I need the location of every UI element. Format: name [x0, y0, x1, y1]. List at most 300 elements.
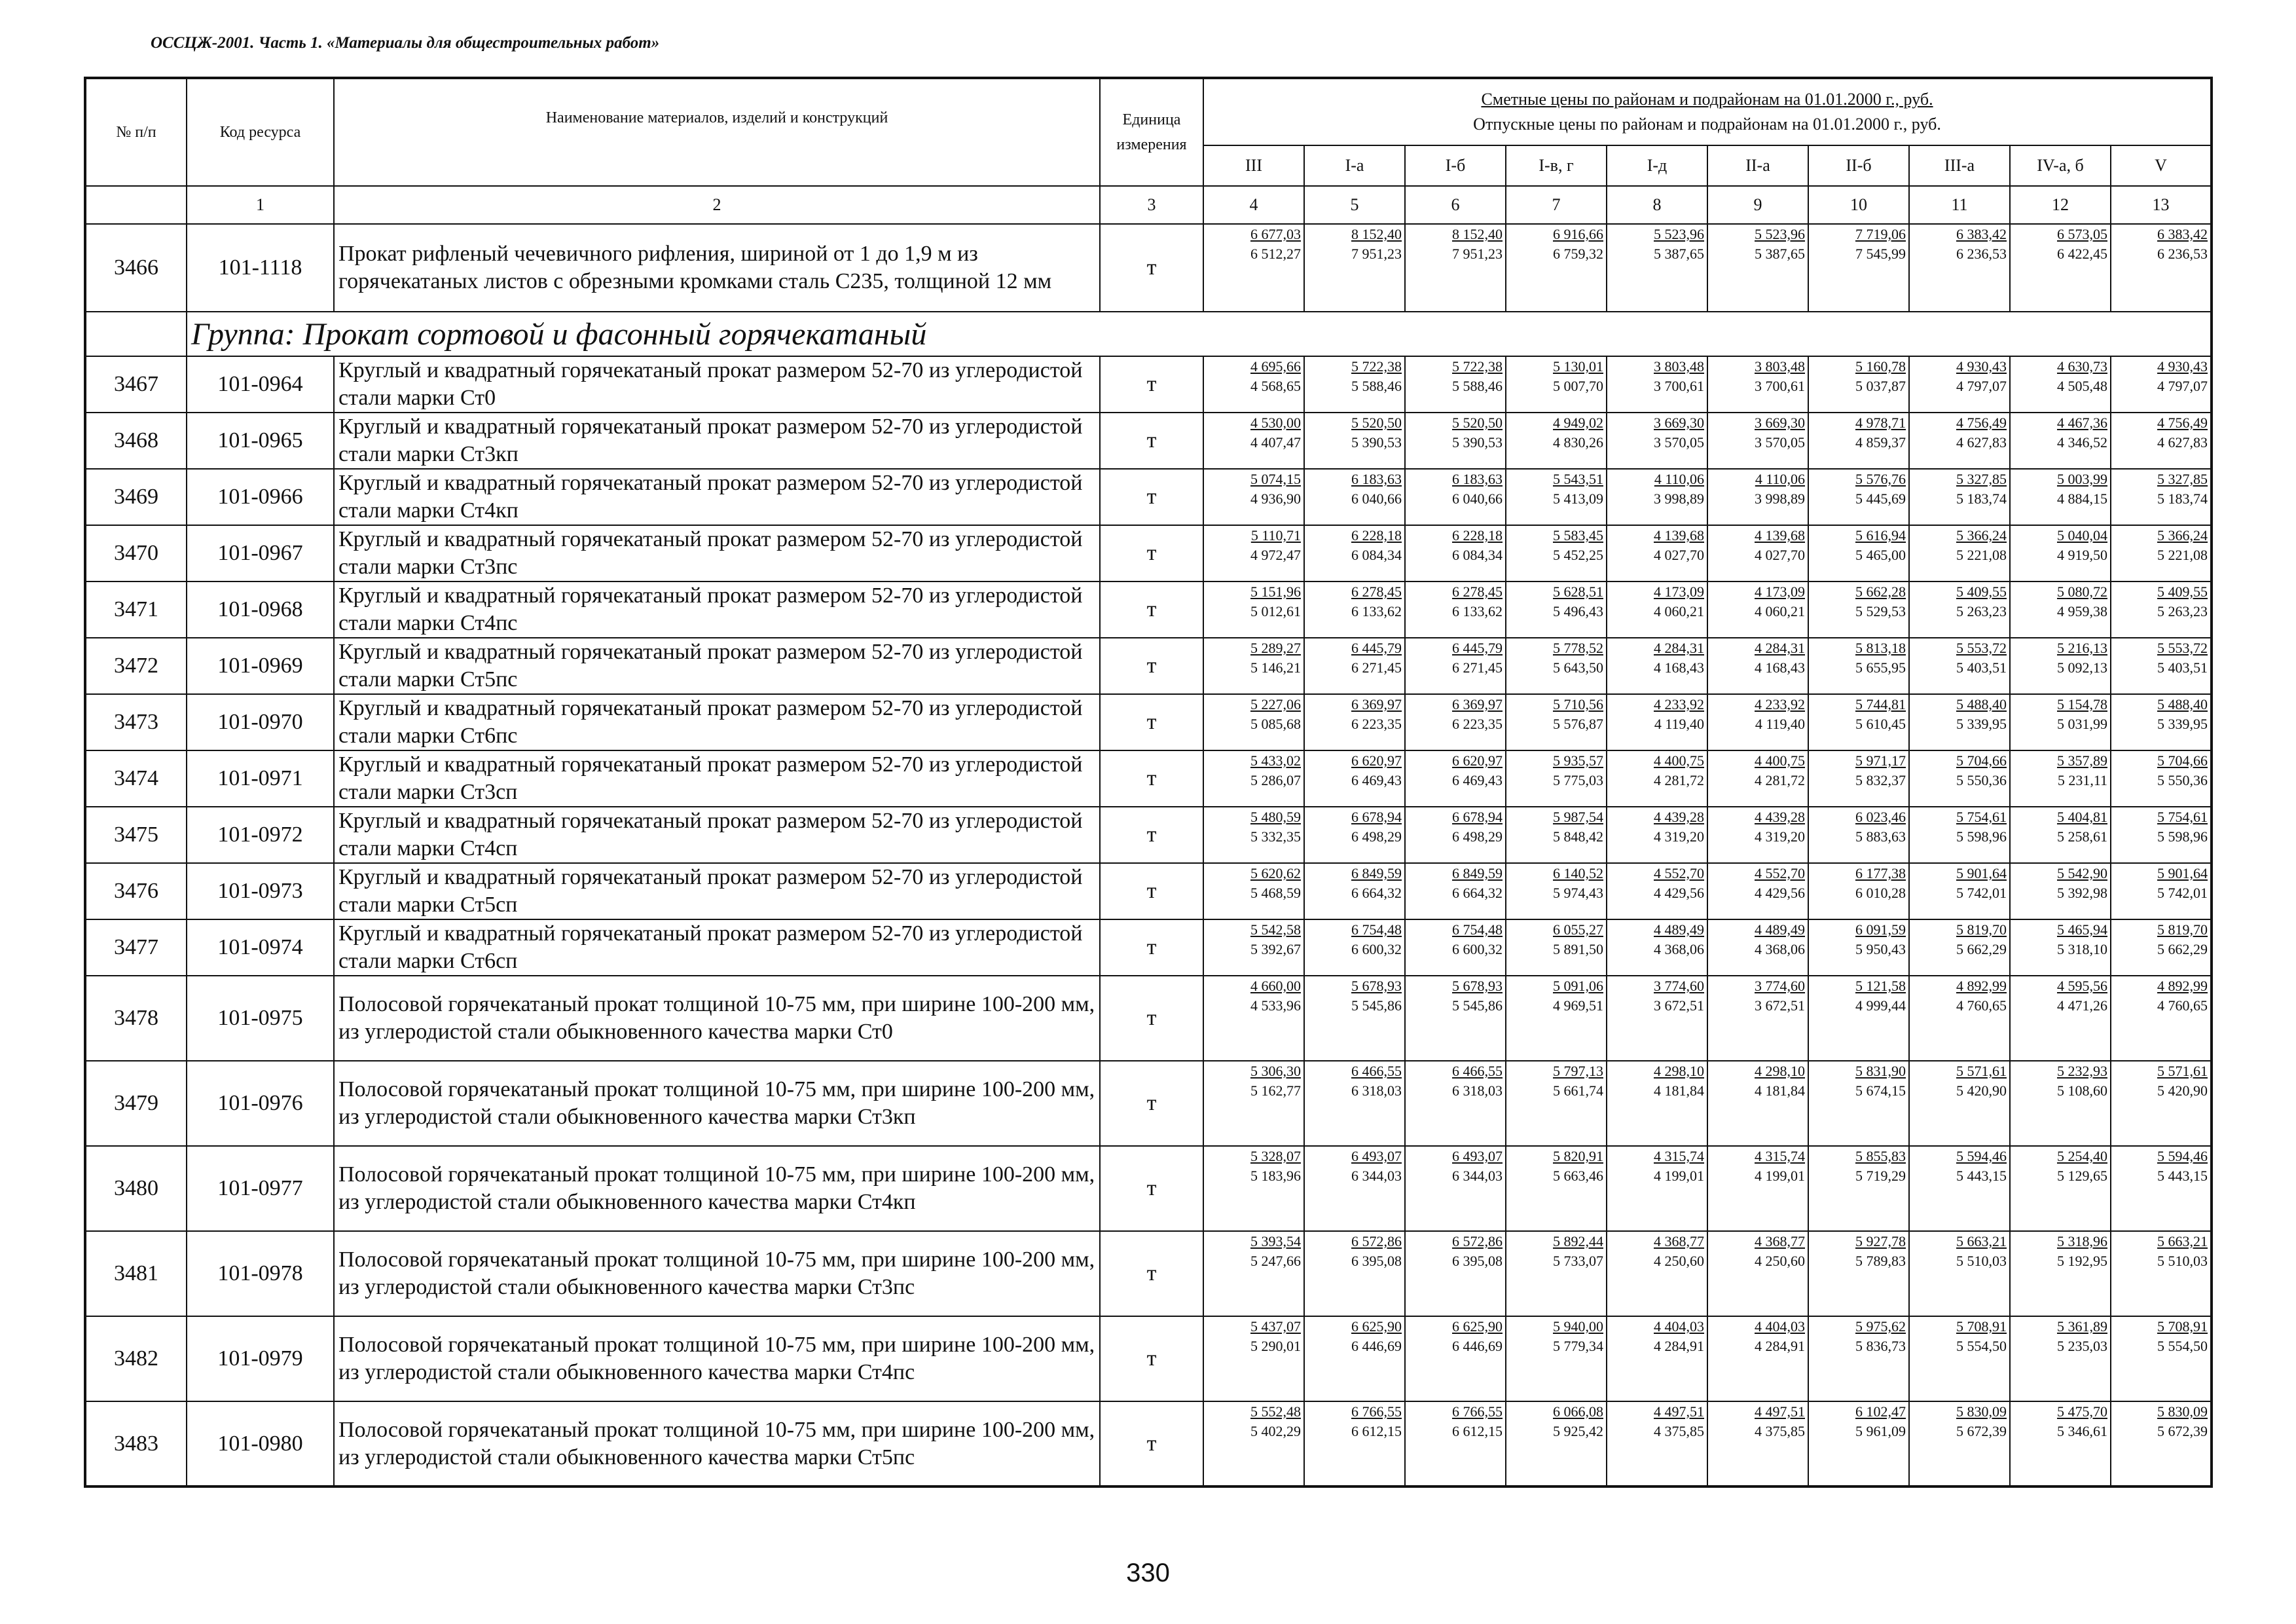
estimated-price: 6 183,63	[1452, 471, 1503, 487]
estimated-price: 4 892,99	[2157, 978, 2208, 994]
table-row	[85, 224, 2212, 312]
price-cell	[1909, 807, 2010, 863]
unit-of-measure: т	[1100, 224, 1203, 312]
price-cell	[1808, 976, 1909, 1061]
selling-price: 5 742,01	[1956, 885, 2007, 901]
resource-code: 101-0978	[187, 1231, 334, 1316]
estimated-price: 4 298,10	[1654, 1063, 1704, 1079]
selling-price: 4 119,40	[1755, 716, 1805, 732]
estimated-price: 5 409,55	[1956, 583, 2007, 600]
selling-price: 5 742,01	[2157, 885, 2208, 901]
price-table	[84, 77, 2213, 1488]
estimated-price: 6 369,97	[1452, 696, 1503, 712]
estimated-price: 5 130,01	[1553, 358, 1603, 375]
estimated-price: 5 594,46	[2157, 1148, 2208, 1164]
row-number: 3481	[85, 1231, 187, 1316]
selling-price: 6 318,03	[1351, 1082, 1402, 1099]
estimated-price: 4 930,43	[2157, 358, 2208, 375]
price-cell	[1808, 224, 1909, 312]
table-row	[85, 863, 2212, 919]
region-header: I-б	[1405, 145, 1506, 186]
material-name: Полосовой горячекатаный прокат толщиной 10-75 мм, при ширине 100-200 мм, из углеродистой стали обыкновенного качества марки Ст4пс	[334, 1316, 1100, 1401]
selling-price: 6 344,03	[1351, 1168, 1402, 1184]
selling-price: 4 505,48	[2057, 378, 2107, 394]
price-cell	[2010, 1146, 2111, 1231]
price-cell	[1607, 1401, 1707, 1486]
estimated-price: 6 572,86	[1452, 1233, 1503, 1249]
estimated-price: 5 830,09	[2157, 1403, 2208, 1420]
selling-price: 5 789,83	[1855, 1253, 1906, 1269]
estimated-price: 5 475,70	[2057, 1403, 2107, 1420]
price-cell	[2111, 525, 2212, 581]
table-row	[85, 919, 2212, 976]
unit-of-measure: т	[1100, 1061, 1203, 1146]
selling-price: 6 664,32	[1452, 885, 1503, 901]
price-cell	[1405, 807, 1506, 863]
estimated-price: 6 849,59	[1452, 865, 1503, 881]
estimated-price: 5 404,81	[2057, 809, 2107, 825]
resource-code: 101-0964	[187, 356, 334, 413]
estimated-price: 4 368,77	[1755, 1233, 1805, 1249]
selling-price: 5 403,51	[1956, 659, 2007, 676]
price-cell	[1506, 807, 1607, 863]
price-cell	[1405, 356, 1506, 413]
price-cell	[2010, 1316, 2111, 1401]
selling-price: 4 375,85	[1654, 1423, 1704, 1439]
estimated-price: 5 216,13	[2057, 640, 2107, 656]
selling-price: 4 181,84	[1654, 1082, 1704, 1099]
price-cell	[1506, 638, 1607, 694]
price-cell	[1304, 1061, 1405, 1146]
column-number: 4	[1203, 186, 1304, 224]
estimated-price: 4 400,75	[1654, 752, 1704, 769]
price-cell	[1909, 356, 2010, 413]
selling-price: 3 570,05	[1755, 434, 1805, 451]
selling-price: 5 183,96	[1250, 1168, 1301, 1184]
estimated-price: 5 722,38	[1351, 358, 1402, 375]
group-title: Группа: Прокат сортовой и фасонный горячекатаный	[187, 312, 2212, 356]
row-number: 3480	[85, 1146, 187, 1231]
price-cell	[1506, 581, 1607, 638]
price-cell	[1304, 750, 1405, 807]
selling-price: 5 318,10	[2057, 941, 2107, 957]
estimated-price: 5 366,24	[1956, 527, 2007, 544]
selling-price: 6 318,03	[1452, 1082, 1503, 1099]
estimated-price: 4 497,51	[1654, 1403, 1704, 1420]
price-cell	[1707, 1146, 1808, 1231]
resource-code: 101-0970	[187, 694, 334, 750]
group-row-empty	[85, 312, 187, 356]
selling-price: 5 392,67	[1250, 941, 1301, 957]
table-row	[85, 976, 2212, 1061]
selling-price: 5 672,39	[2157, 1423, 2208, 1439]
unit-of-measure: т	[1100, 581, 1203, 638]
unit-of-measure: т	[1100, 976, 1203, 1061]
selling-price: 6 040,66	[1452, 490, 1503, 507]
selling-price: 5 286,07	[1250, 772, 1301, 788]
selling-price: 5 588,46	[1351, 378, 1402, 394]
row-number: 3478	[85, 976, 187, 1061]
estimated-price: 5 327,85	[1956, 471, 2007, 487]
selling-price: 6 612,15	[1452, 1423, 1503, 1439]
selling-price: 4 429,56	[1654, 885, 1704, 901]
price-cell	[1304, 356, 1405, 413]
resource-code: 101-0977	[187, 1146, 334, 1231]
price-cell	[1203, 1146, 1304, 1231]
selling-price: 7 951,23	[1452, 246, 1503, 262]
price-cell	[1607, 807, 1707, 863]
price-cell	[1405, 413, 1506, 469]
price-cell	[1909, 976, 2010, 1061]
selling-price: 5 221,08	[2157, 547, 2208, 563]
price-cell	[1203, 1401, 1304, 1486]
selling-price: 5 247,66	[1250, 1253, 1301, 1269]
selling-price: 5 610,45	[1855, 716, 1906, 732]
selling-price: 4 760,65	[2157, 997, 2208, 1014]
unit-of-measure: т	[1100, 469, 1203, 525]
price-cell	[1506, 1401, 1607, 1486]
estimated-price: 5 437,07	[1250, 1318, 1301, 1335]
selling-price: 4 368,06	[1654, 941, 1704, 957]
price-cell	[1304, 224, 1405, 312]
price-cell	[1808, 750, 1909, 807]
estimated-price: 4 489,49	[1755, 921, 1805, 938]
estimated-price: 6 754,48	[1452, 921, 1503, 938]
price-cell	[1808, 356, 1909, 413]
selling-price: 5 129,65	[2057, 1168, 2107, 1184]
price-cell	[1909, 1061, 2010, 1146]
price-cell	[2010, 750, 2111, 807]
estimated-price: 5 594,46	[1956, 1148, 2007, 1164]
selling-price: 4 429,56	[1755, 885, 1805, 901]
price-cell	[1506, 224, 1607, 312]
selling-price: 7 951,23	[1351, 246, 1402, 262]
column-number: 2	[334, 186, 1100, 224]
row-number: 3472	[85, 638, 187, 694]
price-cell	[1808, 1061, 1909, 1146]
price-cell	[1304, 919, 1405, 976]
price-cell	[1808, 1316, 1909, 1401]
estimated-price: 3 774,60	[1654, 978, 1704, 994]
selling-price: 7 545,99	[1855, 246, 1906, 262]
price-cell	[1304, 469, 1405, 525]
price-cell	[1203, 1316, 1304, 1401]
selling-price: 5 588,46	[1452, 378, 1503, 394]
estimated-price: 6 278,45	[1351, 583, 1402, 600]
column-number: 13	[2111, 186, 2212, 224]
price-cell	[1405, 976, 1506, 1061]
price-cell	[1506, 413, 1607, 469]
price-cell	[1808, 469, 1909, 525]
estimated-price: 5 289,27	[1250, 640, 1301, 656]
column-number: 3	[1100, 186, 1203, 224]
price-cell	[1909, 750, 2010, 807]
selling-price: 5 413,09	[1553, 490, 1603, 507]
price-cell	[1304, 694, 1405, 750]
estimated-price: 5 901,64	[1956, 865, 2007, 881]
price-cell	[1203, 356, 1304, 413]
price-cell	[2010, 525, 2111, 581]
resource-code: 101-1118	[187, 224, 334, 312]
selling-price: 6 223,35	[1452, 716, 1503, 732]
price-cell	[2111, 1146, 2212, 1231]
estimated-price: 6 369,97	[1351, 696, 1402, 712]
col-header-prices	[1203, 78, 2212, 145]
selling-price: 5 883,63	[1855, 828, 1906, 845]
price-cell	[2010, 863, 2111, 919]
estimated-price: 5 480,59	[1250, 809, 1301, 825]
price-cell	[1909, 638, 2010, 694]
price-cell	[1909, 469, 2010, 525]
price-cell	[2010, 1401, 2111, 1486]
selling-price: 5 496,43	[1553, 603, 1603, 619]
row-number: 3475	[85, 807, 187, 863]
estimated-price: 5 327,85	[2157, 471, 2208, 487]
unit-of-measure: т	[1100, 863, 1203, 919]
estimated-price: 5 708,91	[1956, 1318, 2007, 1335]
price-cell	[1304, 807, 1405, 863]
price-cell	[1607, 1061, 1707, 1146]
selling-price: 6 010,28	[1855, 885, 1906, 901]
unit-of-measure: т	[1100, 919, 1203, 976]
estimated-price: 4 173,09	[1755, 583, 1805, 600]
selling-price: 6 498,29	[1452, 828, 1503, 845]
estimated-price: 3 803,48	[1755, 358, 1805, 375]
selling-price: 5 221,08	[1956, 547, 2007, 563]
estimated-price: 3 669,30	[1755, 415, 1805, 431]
estimated-price: 4 284,31	[1654, 640, 1704, 656]
selling-price: 5 392,98	[2057, 885, 2107, 901]
price-cell	[2010, 1061, 2111, 1146]
estimated-price: 6 678,94	[1351, 809, 1402, 825]
unit-of-measure: т	[1100, 694, 1203, 750]
estimated-price: 6 383,42	[1956, 226, 2007, 242]
price-cell	[1808, 1146, 1909, 1231]
row-number: 3473	[85, 694, 187, 750]
selling-price: 5 719,29	[1855, 1168, 1906, 1184]
selling-price: 5 445,69	[1855, 490, 1906, 507]
selling-price: 3 998,89	[1654, 490, 1704, 507]
price-cell	[1304, 413, 1405, 469]
column-number-empty	[85, 186, 187, 224]
estimated-price: 5 543,51	[1553, 471, 1603, 487]
price-cell	[1304, 1401, 1405, 1486]
estimated-price: 5 901,64	[2157, 865, 2208, 881]
price-cell	[1707, 1231, 1808, 1316]
estimated-price: 6 383,42	[2157, 226, 2208, 242]
estimated-price: 5 855,83	[1855, 1148, 1906, 1164]
table-row	[85, 581, 2212, 638]
price-cell	[1607, 469, 1707, 525]
prices-title-selling: Отпускные цены по районам и подрайонам на 01.01.2000 г., руб.	[1473, 115, 1941, 134]
price-cell	[2111, 356, 2212, 413]
selling-price: 5 598,96	[2157, 828, 2208, 845]
column-number: 11	[1909, 186, 2010, 224]
price-cell	[1607, 581, 1707, 638]
estimated-price: 5 523,96	[1654, 226, 1704, 242]
price-cell	[1405, 581, 1506, 638]
column-number: 8	[1607, 186, 1707, 224]
estimated-price: 4 173,09	[1654, 583, 1704, 600]
price-cell	[1304, 581, 1405, 638]
row-number: 3483	[85, 1401, 187, 1486]
selling-price: 6 395,08	[1351, 1253, 1402, 1269]
estimated-price: 5 227,06	[1250, 696, 1301, 712]
estimated-price: 6 278,45	[1452, 583, 1503, 600]
selling-price: 5 443,15	[1956, 1168, 2007, 1184]
row-number: 3477	[85, 919, 187, 976]
selling-price: 6 759,32	[1553, 246, 1603, 262]
price-cell	[1607, 863, 1707, 919]
selling-price: 4 533,96	[1250, 997, 1301, 1014]
col-header-name: Наименование материалов, изделий и конструкций	[334, 78, 1100, 186]
estimated-price: 6 620,97	[1452, 752, 1503, 769]
price-cell	[2111, 1401, 2212, 1486]
estimated-price: 4 497,51	[1755, 1403, 1805, 1420]
estimated-price: 4 315,74	[1755, 1148, 1805, 1164]
table-row	[85, 750, 2212, 807]
selling-price: 5 576,87	[1553, 716, 1603, 732]
estimated-price: 5 553,72	[2157, 640, 2208, 656]
price-cell	[1506, 525, 1607, 581]
price-cell	[1506, 1146, 1607, 1231]
resource-code: 101-0975	[187, 976, 334, 1061]
selling-price: 6 446,69	[1452, 1338, 1503, 1354]
region-header: III	[1203, 145, 1304, 186]
estimated-price: 6 466,55	[1351, 1063, 1402, 1079]
price-cell	[1506, 469, 1607, 525]
price-cell	[1506, 919, 1607, 976]
price-cell	[1909, 919, 2010, 976]
price-cell	[1808, 525, 1909, 581]
estimated-price: 5 616,94	[1855, 527, 1906, 544]
selling-price: 6 223,35	[1351, 716, 1402, 732]
unit-of-measure: т	[1100, 638, 1203, 694]
price-cell	[1506, 1231, 1607, 1316]
price-cell	[1405, 525, 1506, 581]
selling-price: 4 281,72	[1654, 772, 1704, 788]
selling-price: 6 133,62	[1452, 603, 1503, 619]
selling-price: 5 332,35	[1250, 828, 1301, 845]
selling-price: 4 936,90	[1250, 490, 1301, 507]
estimated-price: 4 489,49	[1654, 921, 1704, 938]
price-cell	[1405, 1401, 1506, 1486]
selling-price: 6 469,43	[1351, 772, 1402, 788]
estimated-price: 4 552,70	[1755, 865, 1805, 881]
selling-price: 5 390,53	[1452, 434, 1503, 451]
selling-price: 5 554,50	[1956, 1338, 2007, 1354]
page-number: 330	[1126, 1559, 1170, 1587]
selling-price: 5 339,95	[2157, 716, 2208, 732]
price-cell	[2111, 1231, 2212, 1316]
price-cell	[1607, 694, 1707, 750]
material-name: Круглый и квадратный горячекатаный прокат размером 52-70 из углеродистой стали марки Ст4пс	[334, 581, 1100, 638]
column-number: 12	[2010, 186, 2111, 224]
estimated-price: 5 663,21	[2157, 1233, 2208, 1249]
price-cell	[1607, 356, 1707, 413]
selling-price: 4 969,51	[1553, 997, 1603, 1014]
estimated-price: 5 488,40	[2157, 696, 2208, 712]
estimated-price: 4 315,74	[1654, 1148, 1704, 1164]
selling-price: 5 545,86	[1351, 997, 1402, 1014]
estimated-price: 5 110,71	[1250, 527, 1301, 544]
selling-price: 6 600,32	[1452, 941, 1503, 957]
selling-price: 4 250,60	[1654, 1253, 1704, 1269]
region-header: I-в, г	[1506, 145, 1607, 186]
row-number: 3482	[85, 1316, 187, 1401]
selling-price: 6 395,08	[1452, 1253, 1503, 1269]
selling-price: 5 661,74	[1553, 1082, 1603, 1099]
table-row	[85, 356, 2212, 413]
selling-price: 5 037,87	[1855, 378, 1906, 394]
selling-price: 6 271,45	[1351, 659, 1402, 676]
estimated-price: 6 916,66	[1553, 226, 1603, 242]
estimated-price: 5 151,96	[1250, 583, 1301, 600]
row-number: 3468	[85, 413, 187, 469]
price-cell	[1607, 1316, 1707, 1401]
estimated-price: 3 774,60	[1755, 978, 1805, 994]
selling-price: 5 403,51	[2157, 659, 2208, 676]
region-header: II-а	[1707, 145, 1808, 186]
price-cell	[1808, 919, 1909, 976]
selling-price: 6 133,62	[1351, 603, 1402, 619]
selling-price: 4 284,91	[1755, 1338, 1805, 1354]
estimated-price: 6 573,05	[2057, 226, 2107, 242]
material-name: Полосовой горячекатаный прокат толщиной 10-75 мм, при ширине 100-200 мм, из углеродистой стали обыкновенного качества марки Ст0	[334, 976, 1100, 1061]
price-cell	[2010, 694, 2111, 750]
price-cell	[2111, 750, 2212, 807]
selling-price: 4 319,20	[1654, 828, 1704, 845]
material-name: Круглый и квадратный горячекатаный прокат размером 52-70 из углеродистой стали марки Ст6сп	[334, 919, 1100, 976]
selling-price: 3 700,61	[1654, 378, 1704, 394]
estimated-price: 5 710,56	[1553, 696, 1603, 712]
selling-price: 4 407,47	[1250, 434, 1301, 451]
estimated-price: 4 139,68	[1654, 527, 1704, 544]
selling-price: 5 420,90	[2157, 1082, 2208, 1099]
estimated-price: 3 669,30	[1654, 415, 1704, 431]
estimated-price: 8 152,40	[1452, 226, 1503, 242]
selling-price: 6 469,43	[1452, 772, 1503, 788]
selling-price: 6 084,34	[1351, 547, 1402, 563]
col-header-unit: Единица измерения	[1100, 78, 1203, 186]
estimated-price: 4 660,00	[1250, 978, 1301, 994]
price-cell	[2111, 919, 2212, 976]
price-cell	[2111, 694, 2212, 750]
selling-price: 4 859,37	[1855, 434, 1906, 451]
selling-price: 5 663,46	[1553, 1168, 1603, 1184]
column-number: 5	[1304, 186, 1405, 224]
estimated-price: 6 766,55	[1452, 1403, 1503, 1420]
resource-code: 101-0973	[187, 863, 334, 919]
unit-of-measure: т	[1100, 1231, 1203, 1316]
selling-price: 5 643,50	[1553, 659, 1603, 676]
selling-price: 5 891,50	[1553, 941, 1603, 957]
unit-of-measure: т	[1100, 1146, 1203, 1231]
estimated-price: 5 583,45	[1553, 527, 1603, 544]
selling-price: 5 183,74	[2157, 490, 2208, 507]
row-number: 3476	[85, 863, 187, 919]
selling-price: 4 060,21	[1654, 603, 1704, 619]
estimated-price: 4 695,66	[1250, 358, 1301, 375]
estimated-price: 4 400,75	[1755, 752, 1805, 769]
table-row	[85, 1401, 2212, 1486]
resource-code: 101-0972	[187, 807, 334, 863]
selling-price: 4 959,38	[2057, 603, 2107, 619]
estimated-price: 4 298,10	[1755, 1063, 1805, 1079]
material-name: Полосовой горячекатаный прокат толщиной 10-75 мм, при ширине 100-200 мм, из углеродистой стали обыкновенного качества марки Ст4кп	[334, 1146, 1100, 1231]
selling-price: 5 662,29	[1956, 941, 2007, 957]
estimated-price: 5 160,78	[1855, 358, 1906, 375]
